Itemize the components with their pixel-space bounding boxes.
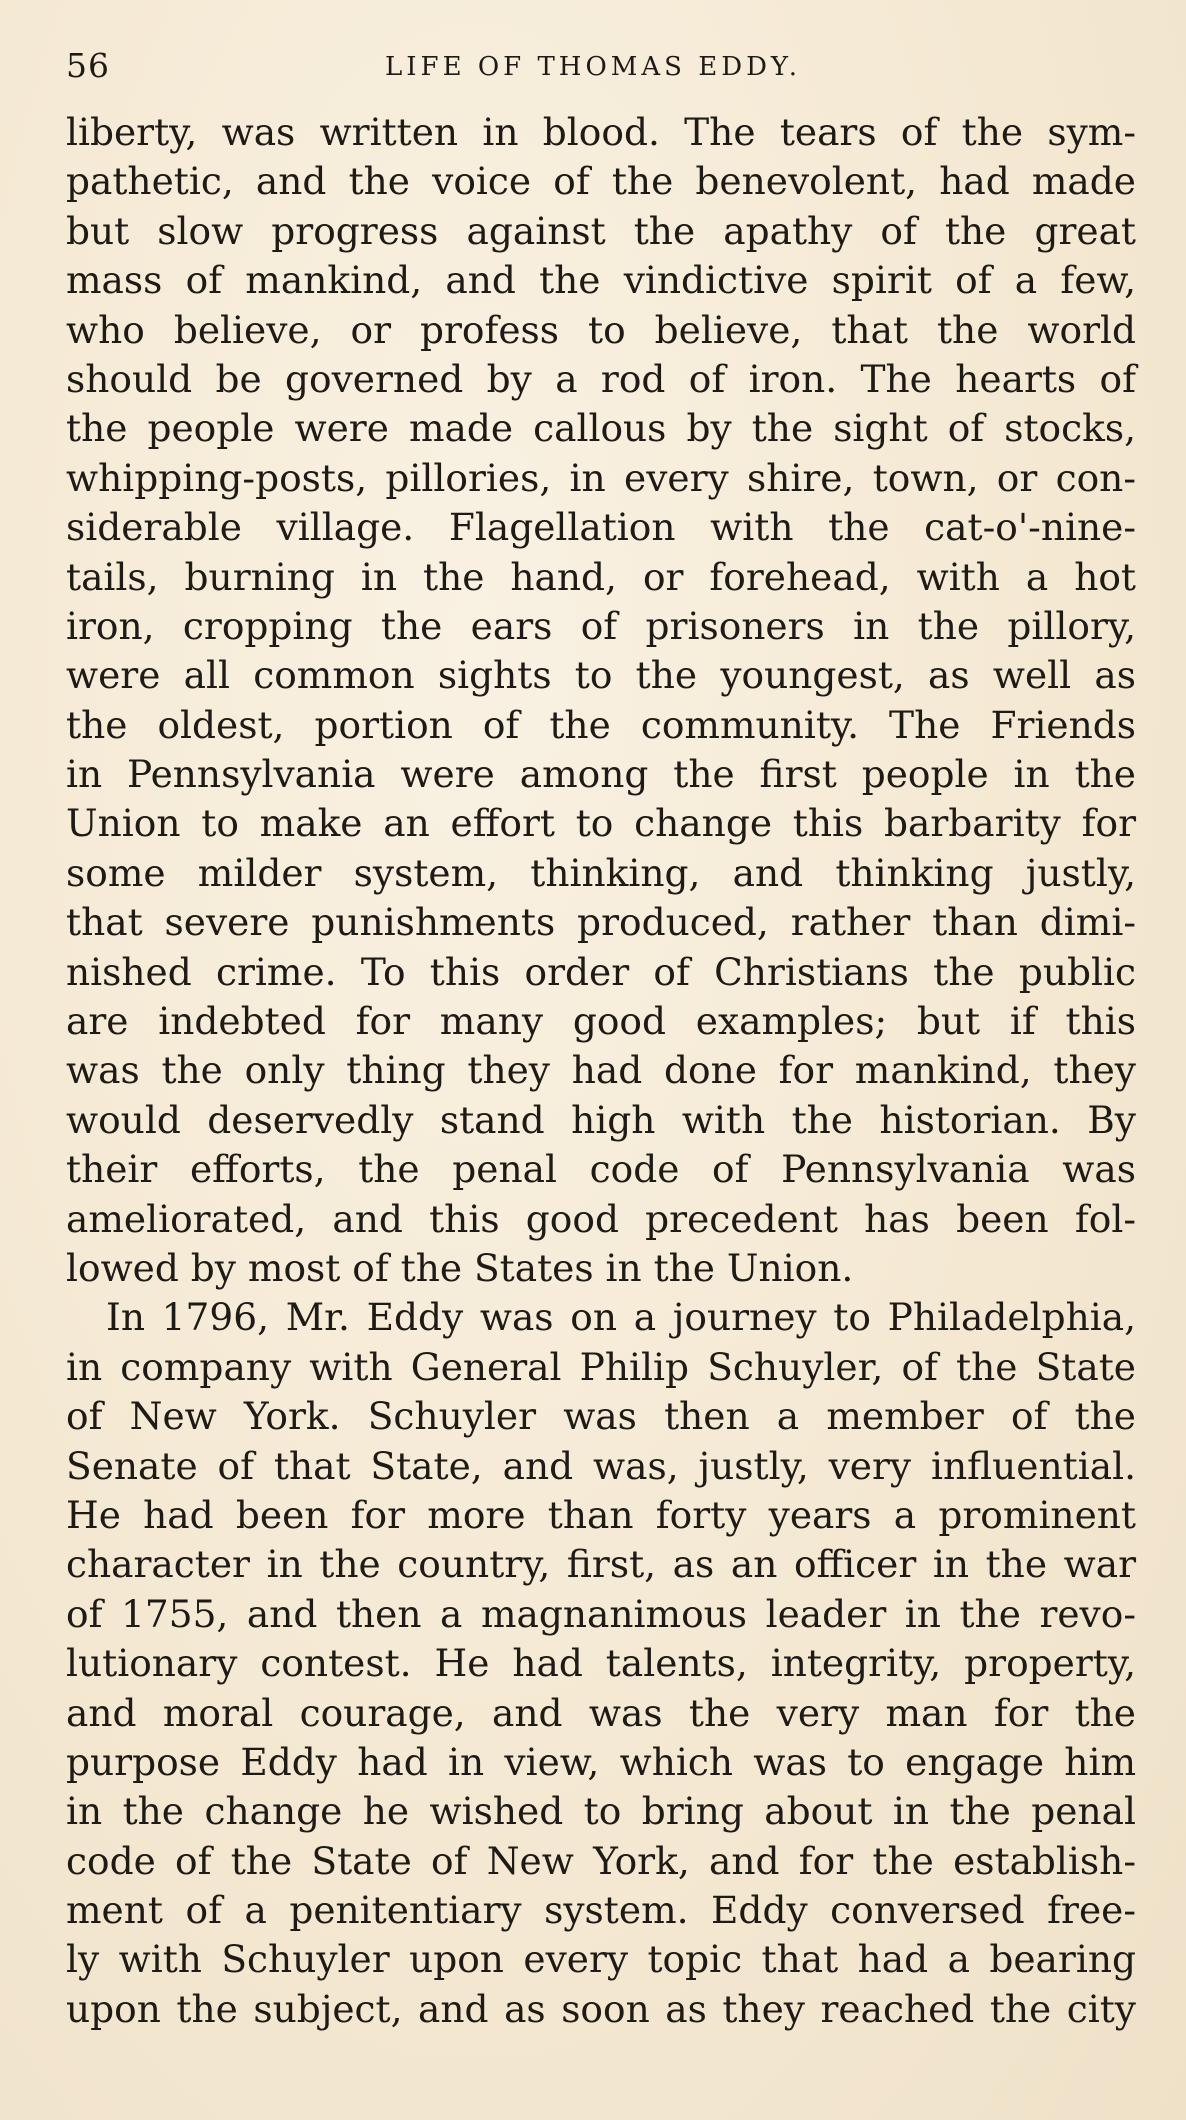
text-line: code of the State of New York, and for the establish- bbox=[66, 1838, 1136, 1883]
text-line: liberty, was written in blood. The tears of the sym- bbox=[66, 110, 1136, 154]
text-line: of 1755, and then a magnanimous leader in the revo- bbox=[66, 1591, 1136, 1636]
text-line: upon the subject, and as soon as they reached the city bbox=[66, 1986, 1136, 2031]
text-line: mass of mankind, and the vindictive spirit of a few, bbox=[66, 258, 1136, 303]
text-line: purpose Eddy had in view, which was to engage him bbox=[66, 1739, 1136, 1784]
text-line: pathetic, and the voice of the benevolent, had made bbox=[66, 159, 1136, 204]
text-line: who believe, or profess to believe, that the world bbox=[66, 307, 1136, 352]
paragraph-end-line: lowed by most of the States in the Union. bbox=[66, 1245, 854, 1290]
text-line: ment of a penitentiary system. Eddy conversed free- bbox=[66, 1888, 1136, 1933]
text-line: was the only thing they had done for mankind, they bbox=[66, 1048, 1136, 1093]
text-line: lutionary contest. He had talents, integrity, property, bbox=[66, 1641, 1136, 1686]
text-line: siderable village. Flagellation with the cat-o'-nine- bbox=[66, 505, 1136, 550]
text-line: would deservedly stand high with the historian. By bbox=[66, 1097, 1136, 1142]
paragraph-start-line: In 1796, Mr. Eddy was on a journey to Philadelphia, bbox=[106, 1295, 1136, 1340]
text-line: in company with General Philip Schuyler, of the State bbox=[66, 1344, 1136, 1389]
text-line: are indebted for many good examples; but if this bbox=[66, 999, 1136, 1044]
page-number: 56 bbox=[66, 46, 110, 85]
text-line: Senate of that State, and was, justly, very influential. bbox=[66, 1443, 1136, 1488]
text-line: tails, burning in the hand, or forehead, with a hot bbox=[66, 554, 1136, 599]
running-title: LIFE OF THOMAS EDDY. bbox=[385, 52, 801, 82]
text-line: in Pennsylvania were among the first people in the bbox=[66, 752, 1136, 797]
text-line: should be governed by a rod of iron. The hearts of bbox=[66, 356, 1136, 401]
running-head bbox=[66, 46, 1120, 86]
text-line: character in the country, first, as an officer in the war bbox=[66, 1542, 1136, 1587]
text-line: whipping-posts, pillories, in every shire, town, or con- bbox=[66, 455, 1136, 500]
text-line: their efforts, the penal code of Pennsylvania was bbox=[66, 1147, 1136, 1192]
text-line: Union to make an effort to change this barbarity for bbox=[66, 801, 1136, 846]
text-line: of New York. Schuyler was then a member of the bbox=[66, 1394, 1136, 1439]
text-line: ameliorated, and this good precedent has been fol- bbox=[66, 1196, 1136, 1241]
text-line: ly with Schuyler upon every topic that had a bearing bbox=[66, 1937, 1136, 1982]
text-line: in the change he wished to bring about in the penal bbox=[66, 1789, 1136, 1834]
text-line: iron, cropping the ears of prisoners in the pillory, bbox=[66, 603, 1136, 648]
text-line: nished crime. To this order of Christians the public bbox=[66, 949, 1136, 994]
text-line: He had been for more than forty years a prominent bbox=[66, 1492, 1136, 1537]
body-text bbox=[66, 108, 1136, 2034]
text-line: that severe punishments produced, rather than dimi- bbox=[66, 900, 1136, 945]
text-line: the oldest, portion of the community. The Friends bbox=[66, 702, 1136, 747]
text-line: and moral courage, and was the very man for the bbox=[66, 1690, 1136, 1735]
text-line: but slow progress against the apathy of the great bbox=[66, 208, 1136, 253]
text-line: the people were made callous by the sight of stocks, bbox=[66, 406, 1136, 451]
text-line: some milder system, thinking, and thinking justly, bbox=[66, 850, 1136, 895]
text-line: were all common sights to the youngest, as well as bbox=[66, 653, 1136, 698]
